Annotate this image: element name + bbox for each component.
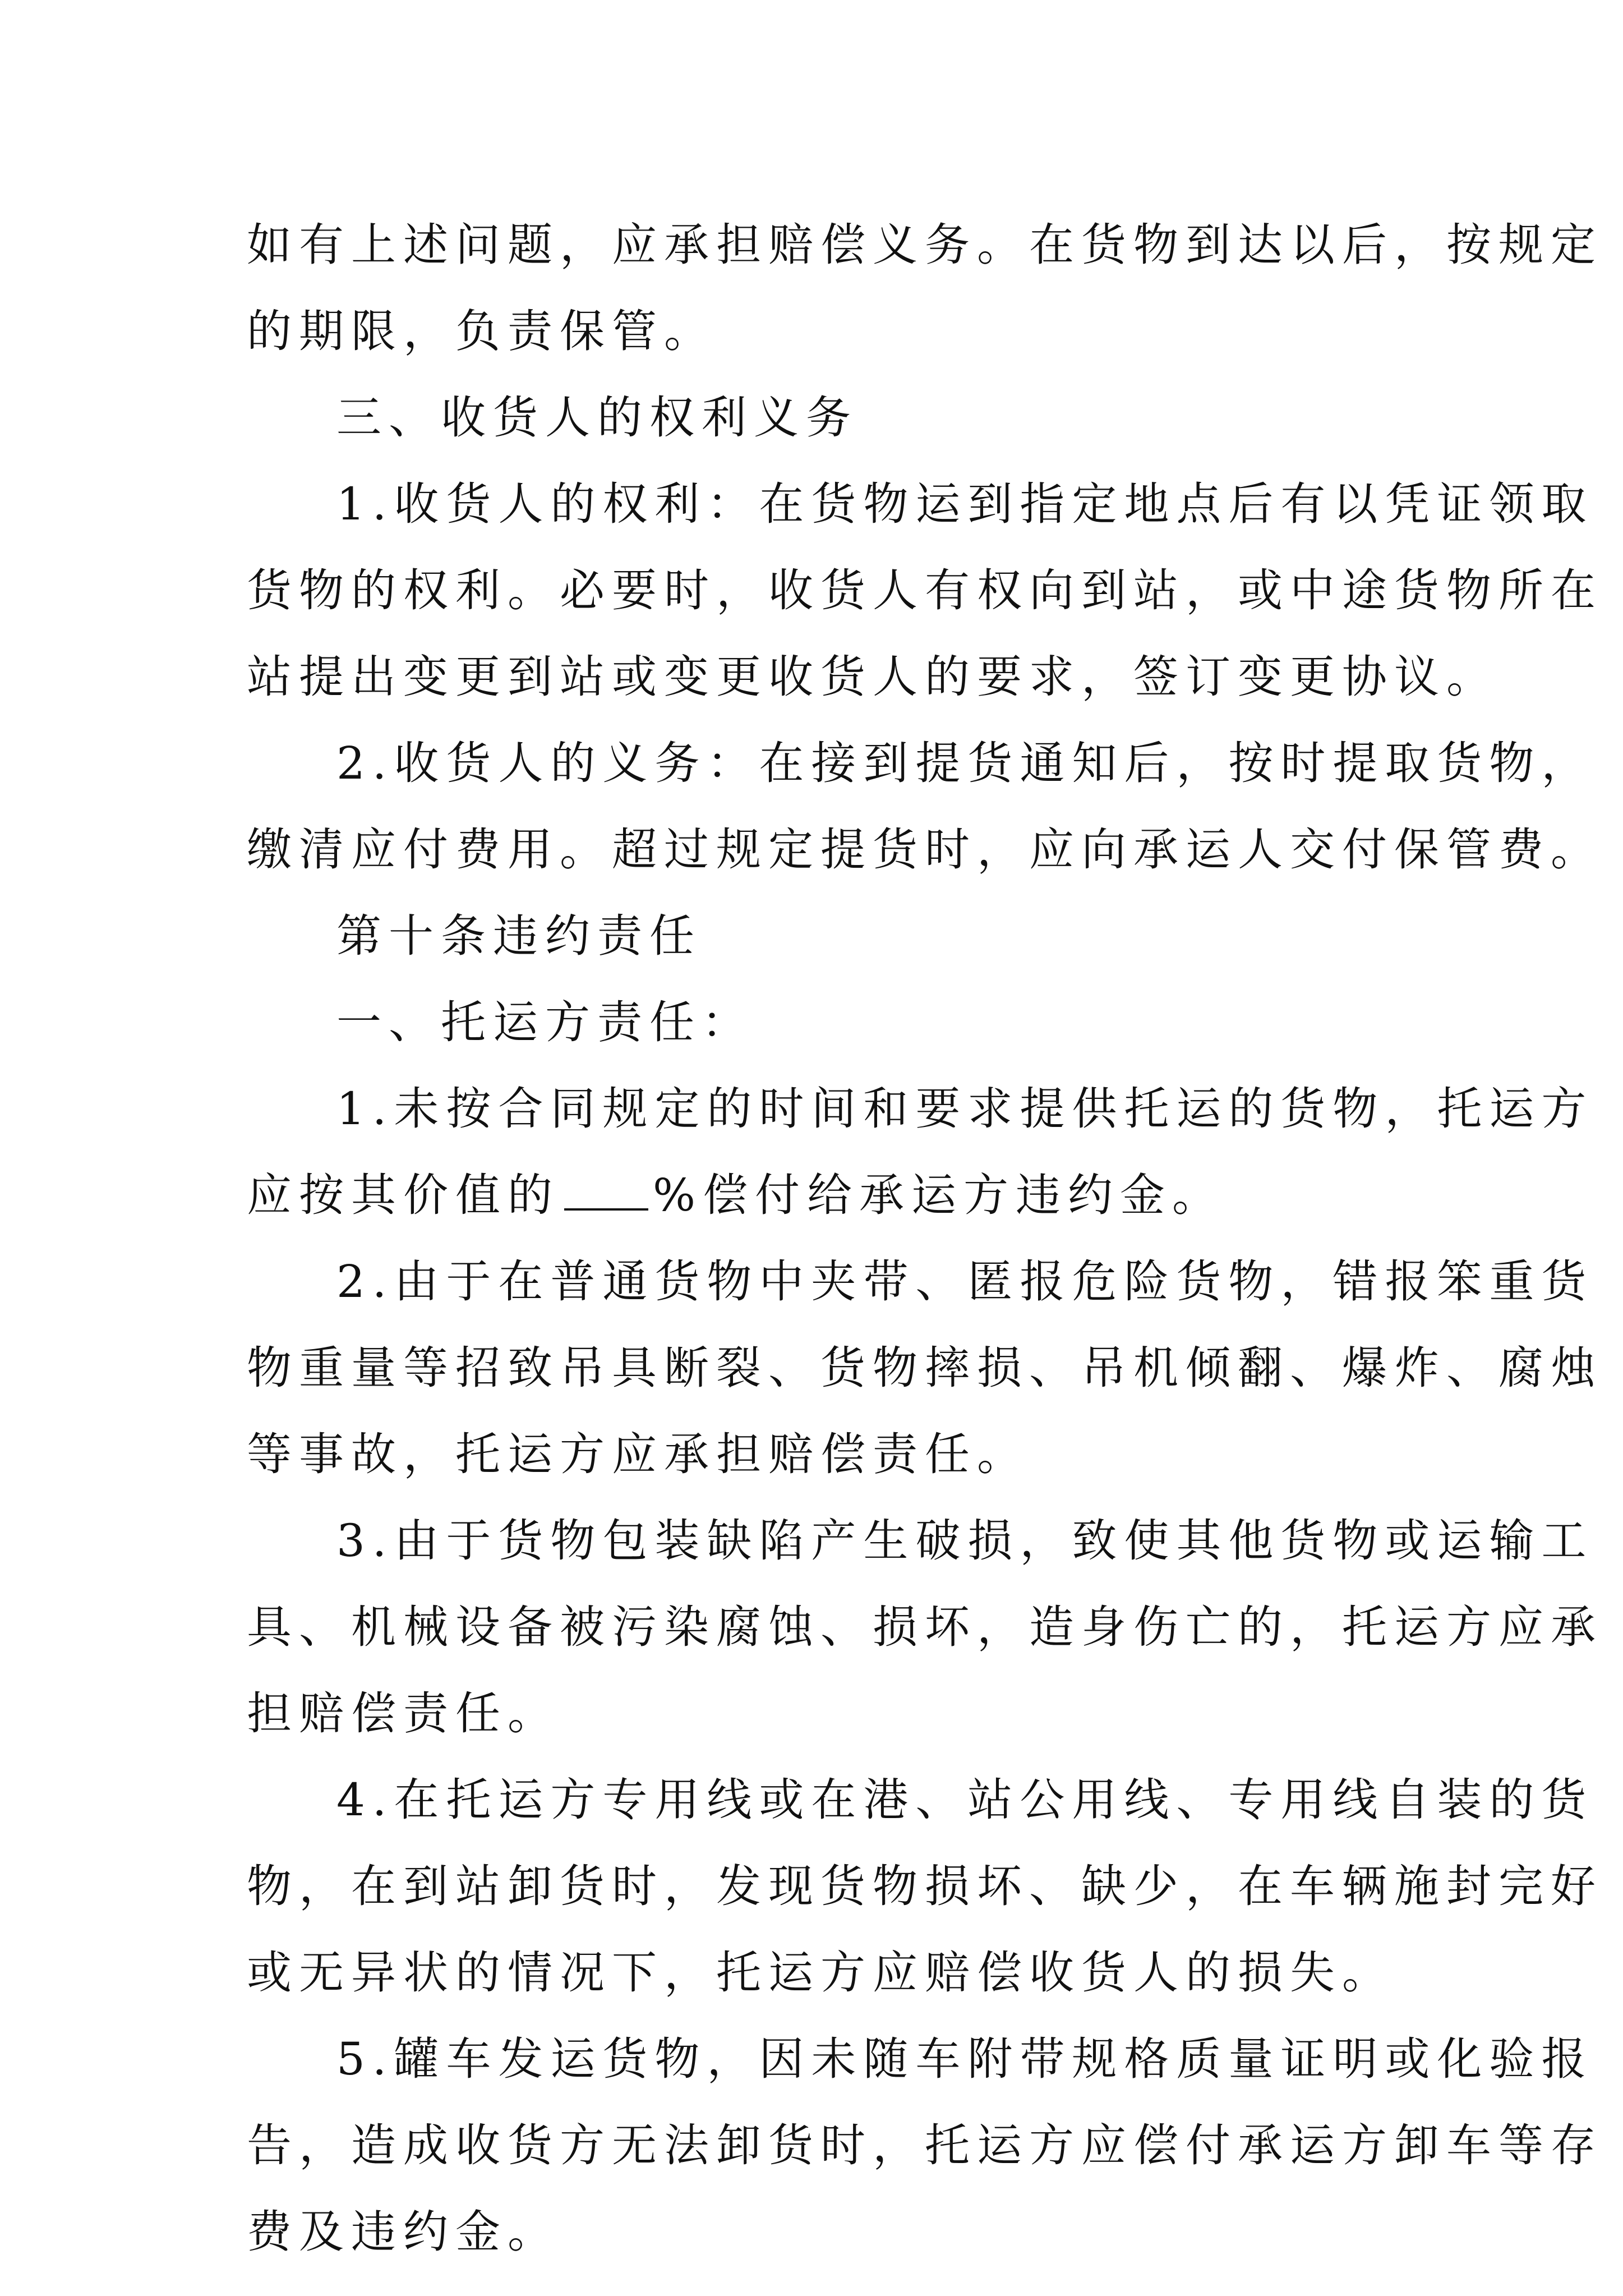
text-segment: %偿付给承运方违约金。 <box>653 1169 1225 1221</box>
text-line: 的期限，负责保管。 <box>247 305 716 357</box>
text-line: 等事故，托运方应承担赔偿责任。 <box>247 1428 1029 1480</box>
paragraph-clause-1 <box>247 1066 1594 1239</box>
paragraph-clause-3 <box>247 1498 1603 1757</box>
section-heading-consignee-rights <box>247 375 1396 461</box>
text-line: 站提出变更到站或变更收货人的要求，签订变更协议。 <box>247 651 1498 703</box>
paragraph-liability-continued <box>247 202 1603 375</box>
fill-in-blank <box>564 1169 648 1211</box>
text-line: 2.由于在普通货物中夹带、匿报危险货物，错报笨重货 <box>336 1255 1594 1308</box>
paragraph-clause-5 <box>247 2016 1603 2275</box>
text-line: 2.收货人的义务：在接到提货通知后，按时提取货物， <box>336 737 1594 789</box>
paragraph-clause-4 <box>247 1757 1603 2016</box>
text-line: 1.收货人的权利：在货物运到指定地点后有以凭证领取 <box>336 478 1594 530</box>
document-body <box>247 202 1603 2275</box>
text-line: 货物的权利。必要时，收货人有权向到站，或中途货物所在 <box>247 564 1603 616</box>
text-line: 5.罐车发运货物，因未随车附带规格质量证明或化验报 <box>336 2033 1594 2085</box>
text-line: 告，造成收货方无法卸货时，托运方应偿付承运方卸车等存 <box>247 2119 1603 2171</box>
section-heading-shipper-liability <box>247 979 1396 1066</box>
heading-text: 三、收货人的权利义务 <box>336 392 858 444</box>
paragraph-consignee-rights <box>247 461 1603 720</box>
paragraph-consignee-obligations <box>247 720 1603 893</box>
text-line <box>247 1152 1396 1239</box>
text-segment: 应按其价值的 <box>247 1169 560 1221</box>
text-line: 1.未按合同规定的时间和要求提供托运的货物，托运方 <box>336 1083 1594 1135</box>
text-line: 4.在托运方专用线或在港、站公用线、专用线自装的货 <box>336 1774 1594 1826</box>
text-line: 缴清应付费用。超过规定提货时，应向承运人交付保管费。 <box>247 823 1603 876</box>
text-line: 物重量等招致吊具断裂、货物摔损、吊机倾翻、爆炸、腐烛 <box>247 1342 1603 1394</box>
article-heading-breach-liability <box>247 893 1396 979</box>
heading-text: 一、托运方责任： <box>336 996 754 1048</box>
text-line: 如有上述问题，应承担赔偿义务。在货物到达以后，按规定 <box>247 219 1603 271</box>
text-line: 3.由于货物包装缺陷产生破损，致使其他货物或运输工 <box>336 1515 1594 1567</box>
text-line: 具、机械设备被污染腐蚀、损坏，造身伤亡的，托运方应承 <box>247 1601 1603 1653</box>
text-line: 担赔偿责任。 <box>247 1687 560 1740</box>
text-line: 费及违约金。 <box>247 2206 560 2258</box>
heading-text: 第十条违约责任 <box>336 910 702 962</box>
paragraph-clause-2 <box>247 1239 1603 1498</box>
text-line: 或无异状的情况下，托运方应赔偿收货人的损失。 <box>247 1947 1394 1999</box>
text-line: 物，在到站卸货时，发现货物损坏、缺少，在车辆施封完好 <box>247 1860 1603 1912</box>
